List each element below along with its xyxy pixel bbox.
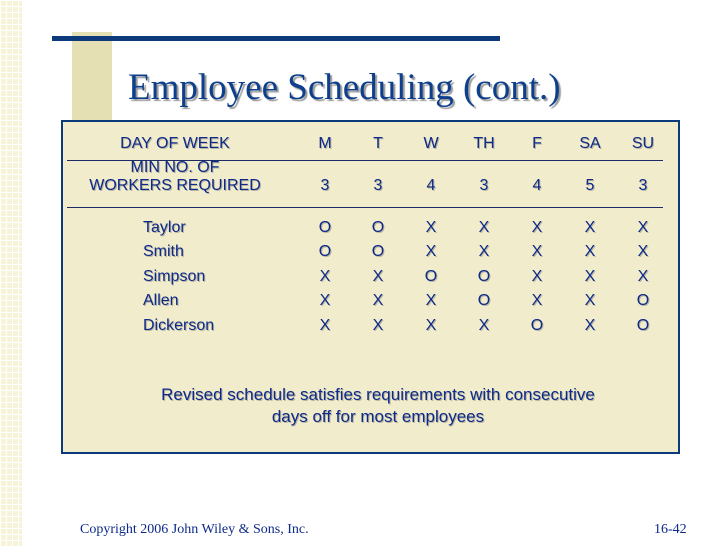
slide-number: 16-42 [654,522,687,537]
schedule-cell: X [637,219,649,236]
min-workers-value: 3 [373,177,383,194]
schedule-cell: X [319,268,331,285]
min-workers-value: 4 [426,177,436,194]
schedule-cell: X [637,268,649,285]
min-workers-value: 5 [585,177,595,194]
schedule-cell: X [584,243,596,260]
header-day-f: F [532,135,542,152]
schedule-cell: X [584,292,596,309]
employee-name: Simpson [143,268,206,285]
schedule-panel [61,120,680,454]
schedule-cell: X [531,243,543,260]
schedule-cell: X [584,268,596,285]
slide-title: Employee Scheduling (cont.) [128,67,561,108]
min-workers-divider [67,207,663,208]
min-workers-value: 4 [532,177,542,194]
schedule-cell: X [319,292,331,309]
schedule-cell: O [477,292,491,309]
schedule-cell: X [372,317,384,334]
header-day-of-week: DAY OF WEEK [120,135,230,152]
note-line-1: Revised schedule satisfies requirements with consecutive [161,385,595,404]
schedule-cell: O [318,243,332,260]
min-workers-value: 3 [638,177,648,194]
header-day-sa: SA [579,135,601,152]
schedule-cell: X [425,243,437,260]
schedule-cell: X [425,219,437,236]
employee-name: Allen [143,292,179,309]
schedule-cell: X [478,219,490,236]
schedule-cell: X [319,317,331,334]
schedule-cell: X [531,268,543,285]
schedule-cell: O [636,317,650,334]
schedule-cell: X [372,292,384,309]
employee-name: Taylor [143,219,186,236]
schedule-cell: X [425,292,437,309]
schedule-cell: O [371,219,385,236]
min-workers-value: 3 [320,177,330,194]
schedule-cell: O [530,317,544,334]
schedule-cell: X [584,317,596,334]
schedule-cell: X [478,243,490,260]
schedule-cell: X [584,219,596,236]
min-workers-label-line1: MIN NO. OF [130,159,220,176]
schedule-cell: X [531,219,543,236]
header-day-t: T [373,135,383,152]
schedule-cell: O [477,268,491,285]
copyright-footer: Copyright 2006 John Wiley & Sons, Inc. [80,522,309,537]
header-day-su: SU [631,135,655,152]
header-day-m: M [318,135,332,152]
min-workers-value: 3 [479,177,489,194]
min-workers-label-line2: WORKERS REQUIRED [89,177,261,194]
header-day-w: W [423,135,439,152]
header-day-th: TH [473,135,495,152]
schedule-cell: X [637,243,649,260]
schedule-cell: X [478,317,490,334]
schedule-note [113,384,643,428]
schedule-cell: O [424,268,438,285]
employee-name: Smith [143,243,184,260]
schedule-cell: X [425,317,437,334]
title-rule [52,36,500,41]
schedule-cell: X [372,268,384,285]
schedule-cell: O [371,243,385,260]
schedule-cell: O [318,219,332,236]
schedule-cell: X [531,292,543,309]
employee-name: Dickerson [143,317,215,334]
decorative-grid-strip [0,0,22,546]
schedule-cell: O [636,292,650,309]
note-line-2: days off for most employees [271,407,485,426]
